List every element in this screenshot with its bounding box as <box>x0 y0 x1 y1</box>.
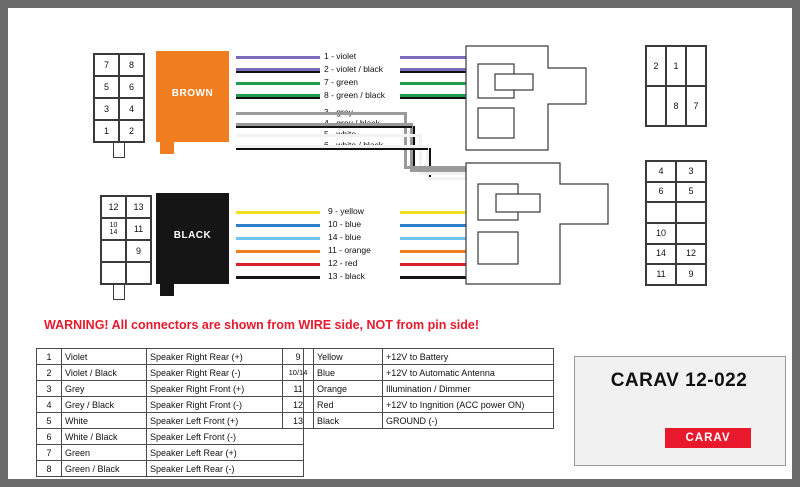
pin-cell: 12 <box>676 244 706 265</box>
wire-function: Speaker Right Front (-) <box>147 397 304 413</box>
wire-label-2: 2 - violet / black <box>324 64 384 74</box>
iso-plug-top <box>466 46 586 150</box>
table-row <box>37 365 304 381</box>
pin-cell: 10 <box>646 223 676 244</box>
pin-cell-empty <box>646 86 666 126</box>
table-row <box>37 461 304 477</box>
pin-cell: 14 <box>646 244 676 265</box>
pin-cell: 6 <box>646 182 676 203</box>
wire-function: +12V to Battery <box>383 349 554 365</box>
wire-label-8: 8 - green / black <box>324 90 385 100</box>
pin-cell: 6 <box>119 76 144 98</box>
table-row <box>37 397 304 413</box>
wire-color: Orange <box>314 381 383 397</box>
wire-label-11: 11 - orange <box>328 245 371 255</box>
pinout-table-left <box>36 348 304 477</box>
pin-cell: 5 <box>676 182 706 203</box>
pin-cell-empty <box>646 202 676 223</box>
pin-cell-empty <box>676 223 706 244</box>
pin-cell: 12 <box>101 196 126 218</box>
wire-function: Speaker Left Rear (-) <box>147 461 304 477</box>
wire-function: Speaker Left Front (-) <box>147 429 304 445</box>
wire-color: Grey / Black <box>62 397 147 413</box>
pin-cell: 8 <box>119 54 144 76</box>
pin-cell: 7 <box>686 86 706 126</box>
wire-label-14: 14 - blue <box>328 232 362 242</box>
pin-cell-empty <box>686 46 706 86</box>
carav-logo-text: CARAV <box>685 432 731 444</box>
table-row <box>283 365 554 381</box>
product-model: CARAV 12-022 <box>610 370 748 391</box>
wire-function: Speaker Right Front (+) <box>147 381 304 397</box>
pin-cell: 4 <box>119 98 144 120</box>
wire-function: +12V to Ingnition (ACC power ON) <box>383 397 554 413</box>
iso-plug-bottom <box>466 163 608 284</box>
wire-label-9: 9 - yellow <box>328 206 364 216</box>
wiring-diagram-sheet <box>8 8 792 479</box>
pin-number: 9 <box>283 349 314 365</box>
wire-function: Speaker Right Rear (+) <box>147 349 304 365</box>
table-row <box>37 381 304 397</box>
pin-number: 3 <box>37 381 62 397</box>
pin-cell: 1 <box>666 46 686 86</box>
wire-function: GROUND (-) <box>383 413 554 429</box>
pin-cell: 3 <box>676 161 706 182</box>
wire-color: Yellow <box>314 349 383 365</box>
carav-logo <box>665 428 751 448</box>
wire-function: Speaker Left Rear (+) <box>147 445 304 461</box>
pin-cell: 13 <box>126 196 151 218</box>
pin-number: 7 <box>37 445 62 461</box>
wire-function: Speaker Left Front (+) <box>147 413 304 429</box>
wire-label-1: 1 - violet <box>324 51 357 61</box>
pin-cell: 9 <box>126 240 151 262</box>
pin-number: 4 <box>37 397 62 413</box>
right-pin-grid-bottom <box>645 160 707 286</box>
pin-cell: 2 <box>119 120 144 142</box>
wire-label-10: 10 - blue <box>328 219 362 229</box>
table-row <box>283 413 554 429</box>
pin-number: 13 <box>283 413 314 429</box>
pin-cell-dual-label: 10 14 <box>109 222 118 236</box>
pin-number: 11 <box>283 381 314 397</box>
wire-label-12: 12 - red <box>328 258 358 268</box>
table-row <box>283 397 554 413</box>
pin-cell: 5 <box>94 76 119 98</box>
right-pin-grid-top <box>645 45 707 127</box>
pin-number: 6 <box>37 429 62 445</box>
pin-cell: 11 <box>646 264 676 285</box>
brown-connector-label: BROWN <box>171 88 214 99</box>
pin-cell-empty <box>676 202 706 223</box>
pin-number: 5 <box>37 413 62 429</box>
wire-color: Violet <box>62 349 147 365</box>
pin-cell: 2 <box>646 46 666 86</box>
wire-color: White / Black <box>62 429 147 445</box>
pin-cell: 4 <box>646 161 676 182</box>
table-row <box>37 413 304 429</box>
table-row <box>283 381 554 397</box>
wire-function: +12V to Automatic Antenna <box>383 365 554 381</box>
wire-color: Blue <box>314 365 383 381</box>
wire-color: Red <box>314 397 383 413</box>
black-connector-label: BLACK <box>173 230 212 241</box>
pin-cell: 1 <box>94 120 119 142</box>
pin-number: 2 <box>37 365 62 381</box>
pin-cell: 8 <box>666 86 686 126</box>
wire-function: Illumination / Dimmer <box>383 381 554 397</box>
wire-color: Grey <box>62 381 147 397</box>
pin-number: 1 <box>37 349 62 365</box>
warning-text: WARNING! All connectors are shown from WIRE side, NOT from pin side! <box>44 318 479 332</box>
pin-cell: 3 <box>94 98 119 120</box>
pin-cell: 9 <box>676 264 706 285</box>
wire-color: Black <box>314 413 383 429</box>
pin-number: 10/14 <box>283 365 314 381</box>
pin-cell: 7 <box>94 54 119 76</box>
wire-function: Speaker Right Rear (-) <box>147 365 304 381</box>
pin-number: 12 <box>283 397 314 413</box>
table-row <box>283 349 554 365</box>
wire-color: Green <box>62 445 147 461</box>
wire-label-7: 7 - green <box>324 77 359 87</box>
pinout-table-right <box>282 348 554 429</box>
table-row <box>37 445 304 461</box>
wire-color: White <box>62 413 147 429</box>
wire-color: Violet / Black <box>62 365 147 381</box>
pin-number: 8 <box>37 461 62 477</box>
table-row <box>37 429 304 445</box>
table-row <box>37 349 304 365</box>
wire-label-13: 13 - black <box>328 271 365 281</box>
wire-color: Green / Black <box>62 461 147 477</box>
pin-cell: 11 <box>126 218 151 240</box>
